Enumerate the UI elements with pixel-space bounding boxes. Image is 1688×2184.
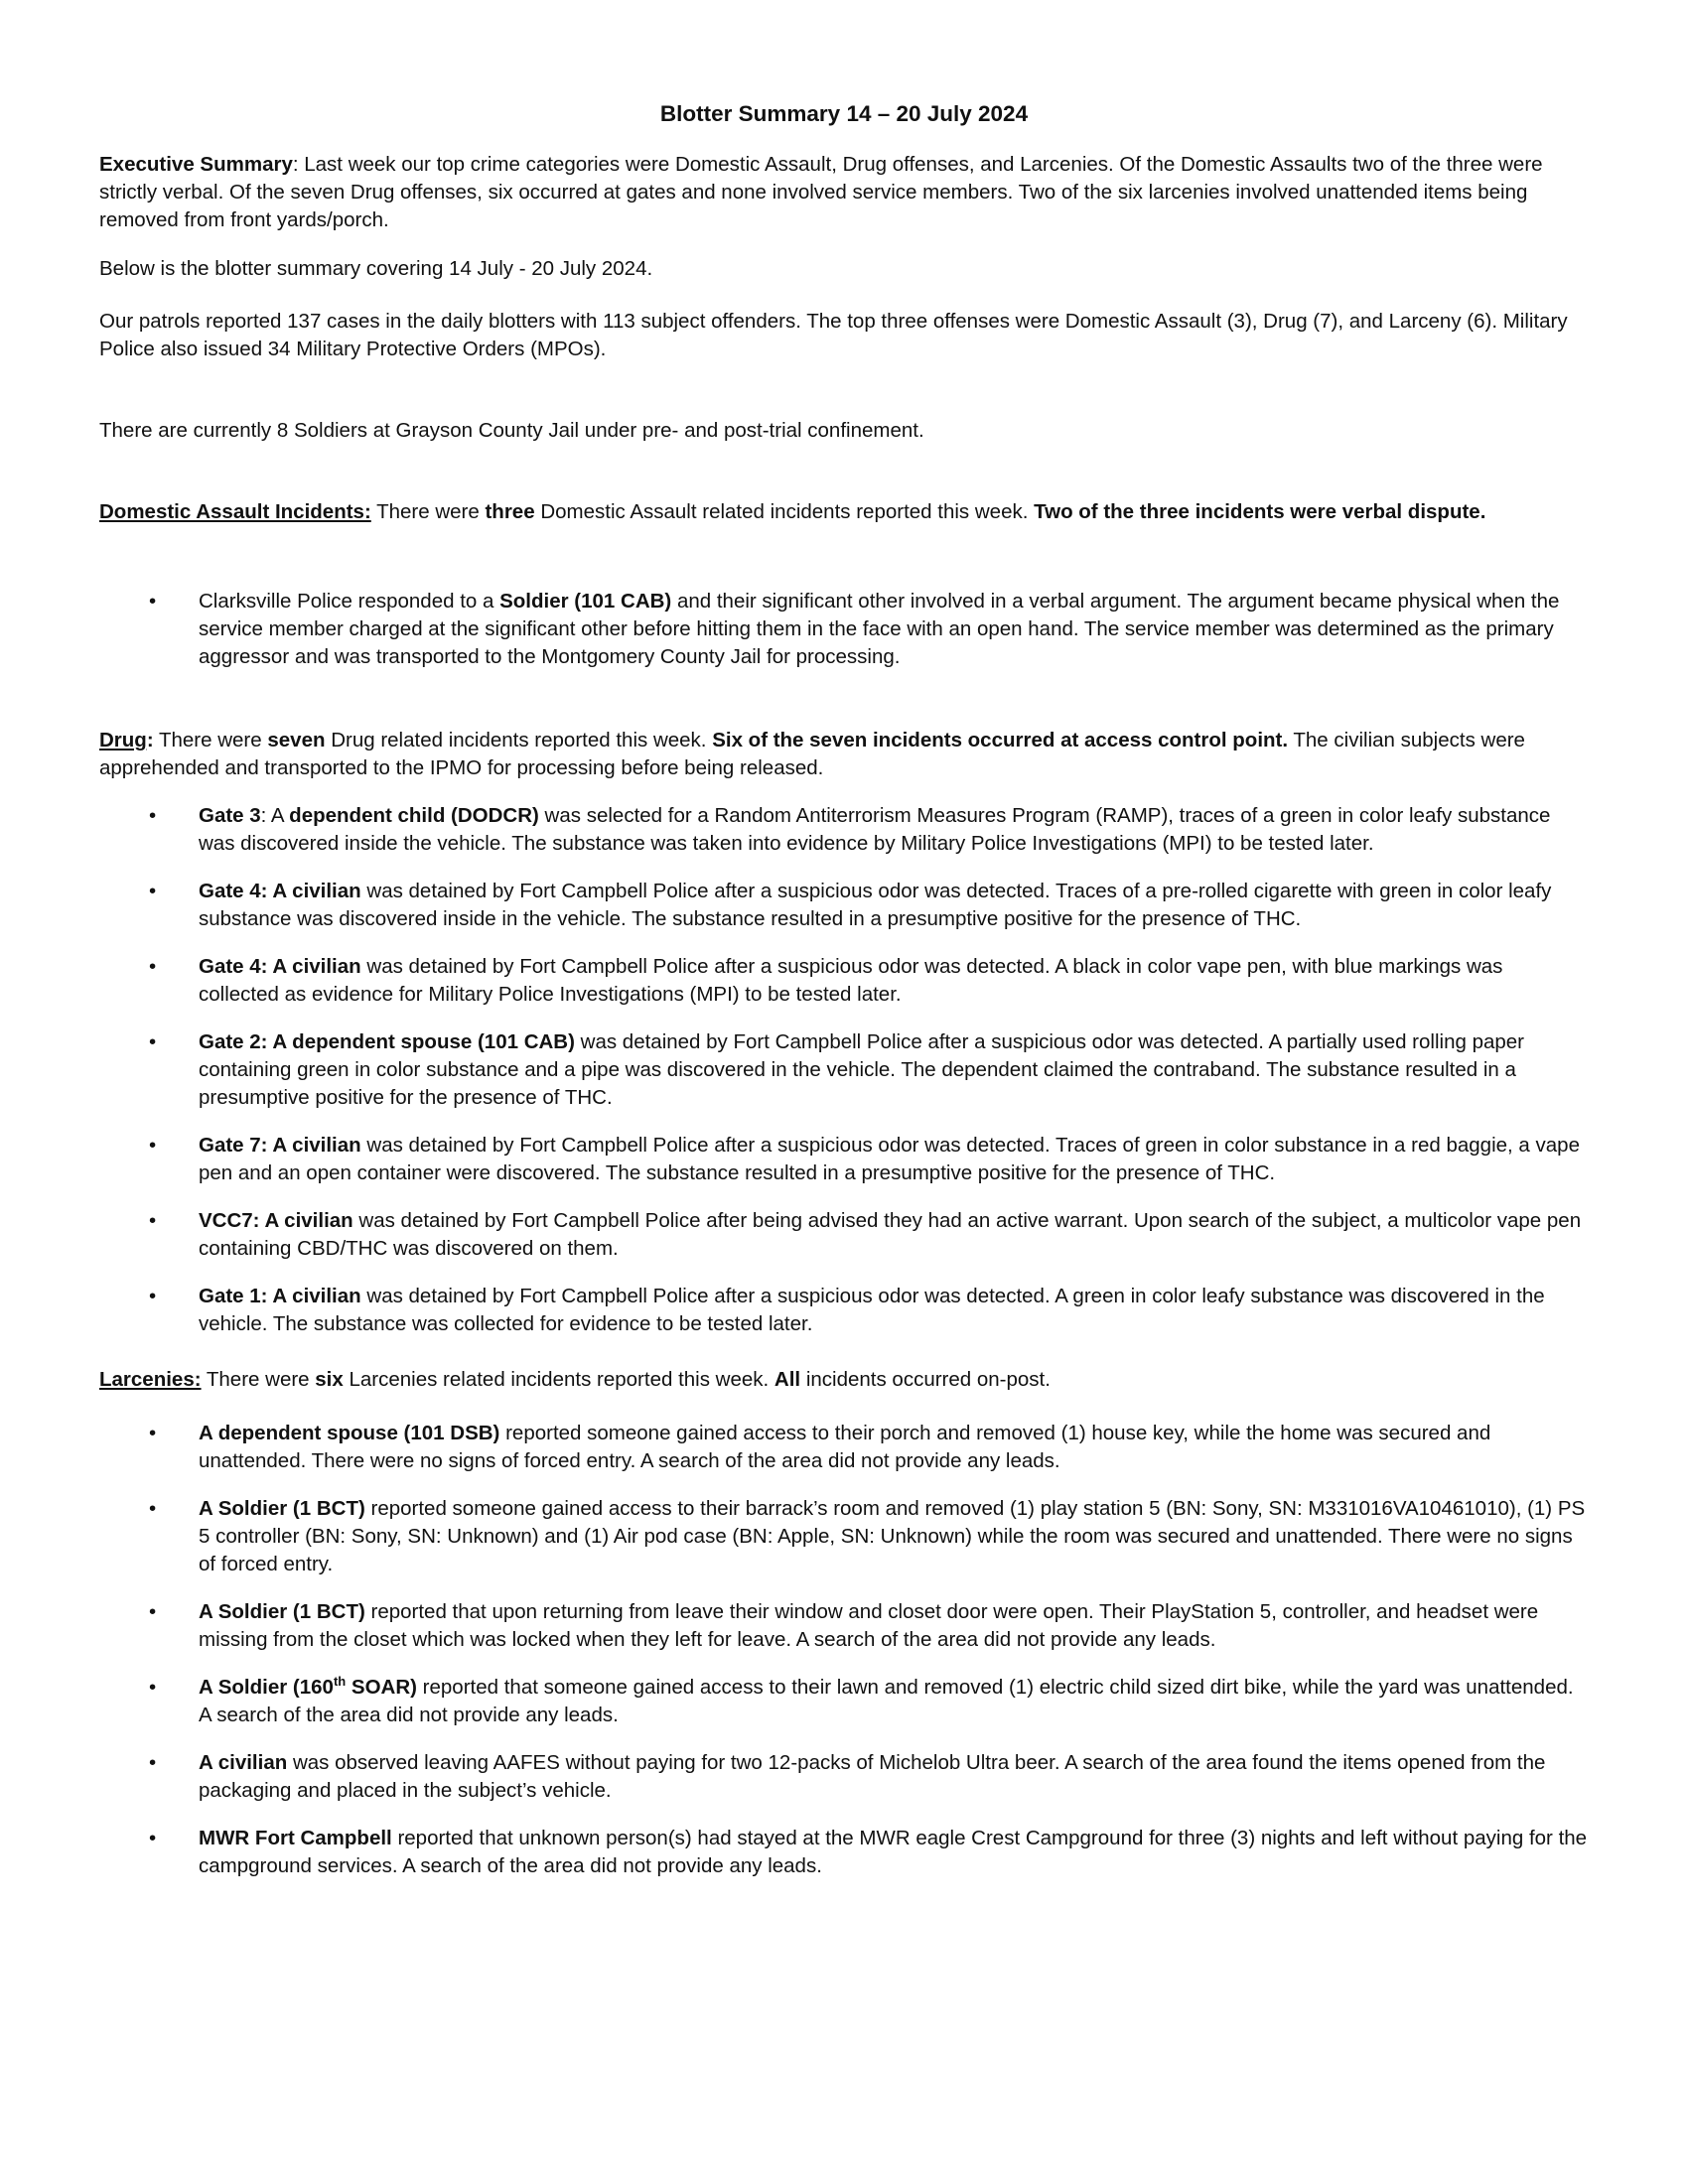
- domestic-text-pre: There were: [370, 500, 486, 523]
- item-subject: VCC7: A civilian: [199, 1209, 353, 1232]
- bullet-icon: •: [149, 1134, 157, 1157]
- item-subject-superscript: th: [333, 1674, 347, 1690]
- larceny-text-tail: incidents occurred on-post.: [800, 1368, 1051, 1391]
- drug-text-post: Drug related incidents reported this week.: [325, 729, 713, 751]
- list-item: [99, 1207, 1589, 1263]
- larceny-text-pre: There were: [201, 1368, 316, 1391]
- larceny-count: six: [315, 1368, 344, 1391]
- bullet-icon: •: [149, 880, 157, 902]
- drug-paragraph: [99, 727, 1589, 782]
- list-item: [99, 1495, 1589, 1578]
- item-text: was detained by Fort Campbell Police after being advised they had an active warrant. Upon search of the subject, a multicolor vape pen containing CBD/THC was discovered on them.: [199, 1209, 1582, 1260]
- item-subject: MWR Fort Campbell: [199, 1827, 392, 1849]
- item-subject: Gate 7: A civilian: [199, 1134, 361, 1157]
- drug-bold-mid: Six of the seven incidents occurred at access control point.: [712, 729, 1289, 751]
- item-text: reported that someone gained access to their lawn and removed (1) electric child sized dirt bike, while the yard was unattended. A search of the area did not provide any leads.: [199, 1676, 1574, 1726]
- item-text: was selected for a Random Antiterrorism Measures Program (RAMP), traces of a green in color leafy substance was discovered inside the vehicle. The substance was taken into evidence by Military Police Investigations (MPI) to be tested later.: [199, 804, 1551, 855]
- item-text: was detained by Fort Campbell Police after a suspicious odor was detected. A partially used rolling paper containing green in color substance and a pipe was discovered in the vehicle. The dependent claimed the contraband. The substance resulted in a presumptive positive for the presence of THC.: [199, 1030, 1525, 1109]
- bullet-icon: •: [149, 1827, 157, 1849]
- item-text: was observed leaving AAFES without paying for two 12-packs of Michelob Ultra beer. A search of the area found the items opened from the packaging and placed in the subject’s vehicle.: [199, 1751, 1546, 1802]
- item-text: : A: [260, 804, 290, 827]
- drug-heading-colon: :: [146, 729, 154, 751]
- bullet-icon: •: [149, 1285, 157, 1307]
- bullet-icon: •: [149, 590, 157, 613]
- item-text: reported that upon returning from leave their window and closet door were open. Their PlayStation 5, controller, and headset were missing from the closet which was locked when they left for leave. A search of the area did not provide any leads.: [199, 1600, 1539, 1651]
- item-text: was detained by Fort Campbell Police after a suspicious odor was detected. Traces of green in color substance in a red baggie, a vape pen and an open container were discovered. The substance resulted in a presumptive positive for the presence of THC.: [199, 1134, 1580, 1184]
- larceny-text-post: Larcenies related incidents reported this week.: [343, 1368, 774, 1391]
- larceny-heading: Larcenies:: [99, 1368, 202, 1391]
- jail-paragraph: There are currently 8 Soldiers at Grayson County Jail under pre- and post-trial confinement.: [99, 419, 924, 442]
- item-subject: A Soldier (1 BCT): [199, 1497, 365, 1520]
- domestic-assault-paragraph: [99, 498, 1589, 526]
- drug-incident-list: [99, 802, 1589, 1338]
- item-subject: A dependent spouse (101 DSB): [199, 1422, 500, 1444]
- intro-paragraph: Below is the blotter summary covering 14 July - 20 July 2024.: [99, 257, 653, 280]
- list-item: [99, 1132, 1589, 1187]
- item-subject: Gate 2: A dependent spouse (101 CAB): [199, 1030, 575, 1053]
- bullet-icon: •: [149, 1600, 157, 1623]
- item-subject: Gate 4: A civilian: [199, 880, 361, 902]
- list-item: [99, 953, 1589, 1009]
- bullet-icon: •: [149, 804, 157, 827]
- domestic-assault-list: [99, 588, 1589, 671]
- executive-summary: [99, 151, 1589, 234]
- item-text: reported that unknown person(s) had stayed at the MWR eagle Crest Campground for three (3) nights and left without paying for the campground services. A search of the area did not provide any leads.: [199, 1827, 1588, 1877]
- list-item: [99, 1825, 1589, 1880]
- list-item: [99, 1749, 1589, 1805]
- bullet-icon: •: [149, 1422, 157, 1444]
- page-title: Blotter Summary 14 – 20 July 2024: [659, 101, 1029, 126]
- item-text: was detained by Fort Campbell Police after a suspicious odor was detected. A black in color vape pen, with blue markings was collected as evidence for Military Police Investigations (MPI) to be tested later.: [199, 955, 1503, 1006]
- item-subject: A Soldier (1 BCT): [199, 1600, 365, 1623]
- list-item: [99, 1028, 1589, 1112]
- drug-heading: Drug: [99, 729, 147, 751]
- domestic-assault-heading: Domestic Assault Incidents:: [99, 500, 371, 523]
- larceny-incident-list: [99, 1420, 1589, 1880]
- list-item: [99, 878, 1589, 933]
- item-subject: Soldier (101 CAB): [499, 590, 672, 613]
- list-item: [99, 1674, 1589, 1729]
- list-item: [99, 588, 1589, 671]
- list-item: [99, 1598, 1589, 1654]
- bullet-icon: •: [149, 1676, 157, 1699]
- item-subject: Gate 1: A civilian: [199, 1285, 361, 1307]
- item-text: Clarksville Police responded to a: [199, 590, 500, 613]
- item-subject: dependent child (DODCR): [289, 804, 539, 827]
- item-subject: A Soldier (160: [199, 1676, 334, 1699]
- domestic-text-post: Domestic Assault related incidents reported this week.: [534, 500, 1035, 523]
- item-subject: A civilian: [199, 1751, 288, 1774]
- bullet-icon: •: [149, 1030, 157, 1053]
- item-text: was detained by Fort Campbell Police after a suspicious odor was detected. A green in color leafy substance was discovered in the vehicle. The substance was collected for evidence to be tested later.: [199, 1285, 1545, 1335]
- bullet-icon: •: [149, 1497, 157, 1520]
- item-location: Gate 3: [199, 804, 261, 827]
- item-text: reported someone gained access to their porch and removed (1) house key, while the home was secured and unattended. There were no signs of forced entry. A search of the area did not provide any leads.: [199, 1422, 1491, 1472]
- drug-count: seven: [267, 729, 326, 751]
- larceny-all: All: [774, 1368, 801, 1391]
- drug-text-pre: There were: [153, 729, 268, 751]
- patrols-paragraph: Our patrols reported 137 cases in the daily blotters with 113 subject offenders. The top three offenses were Domestic Assault (3), Drug (7), and Larceny (6). Military Police also issued 34 Military Protective Orders (MPOs).: [99, 310, 1568, 360]
- item-subject: Gate 4: A civilian: [199, 955, 361, 978]
- bullet-icon: •: [149, 1751, 157, 1774]
- bullet-icon: •: [149, 1209, 157, 1232]
- item-text: and their significant other involved in a verbal argument. The argument became physical when the service member charged at the significant other before hitting them in the face with an open hand. The service member was determined as the primary aggressor and was transported to the Montgomery County Jail for processing.: [199, 590, 1560, 668]
- list-item: [99, 1420, 1589, 1475]
- bullet-icon: •: [149, 955, 157, 978]
- executive-summary-label: Executive Summary: [99, 153, 293, 176]
- drug-text-tail: The civilian subjects were apprehended and transported to the IPMO for processing before being released.: [99, 729, 1525, 779]
- item-subject: SOAR): [346, 1676, 417, 1699]
- item-text: was detained by Fort Campbell Police after a suspicious odor was detected. Traces of a pre-rolled cigarette with green in color leafy substance was discovered inside in the vehicle. The substance resulted in a presumptive positive for the presence of THC.: [199, 880, 1552, 930]
- list-item: [99, 1283, 1589, 1338]
- item-text: reported someone gained access to their barrack’s room and removed (1) play station 5 (BN: Sony, SN: M331016VA10461010), (1) PS 5 controller (BN: Sony, SN: Unknown) and (1) Air pod case (BN: Apple, SN: Unknown) while the room was secured and unattended. There were no signs of forced entry.: [199, 1497, 1586, 1575]
- larceny-paragraph: [99, 1366, 1589, 1394]
- list-item: [99, 802, 1589, 858]
- domestic-count: three: [485, 500, 535, 523]
- executive-summary-text: : Last week our top crime categories were Domestic Assault, Drug offenses, and Larcenies. Of the Domestic Assaults two of the three were strictly verbal. Of the seven Drug offenses, six occurred at gates and none involved service members. Two of the six larcenies involved unattended items being removed from front yards/porch.: [99, 153, 1543, 231]
- domestic-bold-tail: Two of the three incidents were verbal dispute.: [1034, 500, 1486, 523]
